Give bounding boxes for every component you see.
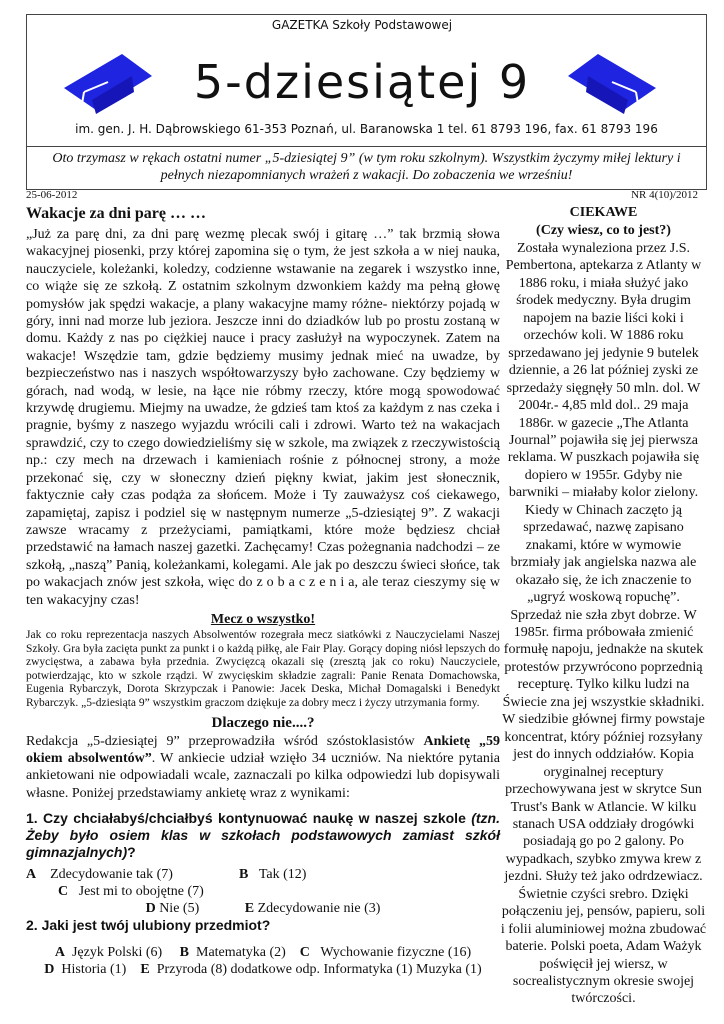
answer-letter: D — [145, 901, 156, 917]
answer-text: Język Polski (6) — [71, 945, 163, 961]
sidebar-ciekawe — [500, 204, 707, 1008]
answer-letter: B — [179, 945, 189, 961]
article-title-mecz: Mecz o wszystko! — [210, 611, 316, 627]
answer-text: Tak (12) — [258, 867, 307, 883]
answer-text: Zdecydowanie nie (3) — [257, 901, 381, 917]
answer-letter: E — [140, 962, 150, 978]
intro-note: Oto trzymasz w rękach ostatni numer „5-dziesiątej 9” (w tym roku szkolnym). Wszystkim życzymy miłej lektury i pełnych niezapomnianych wrażeń z wakacji. Do zobaczenia we wrześniu! — [26, 146, 707, 190]
article-title-wakacje: Wakacje za dni parę … … — [26, 205, 206, 222]
answer-text: Nie (5) — [159, 901, 200, 917]
answer-letter: E — [244, 901, 255, 917]
question-1-mark: ? — [127, 844, 136, 861]
masthead-title: 5-dziesiątej 9 — [193, 55, 531, 109]
article-body-mecz: Jak co roku reprezentacja naszych Absolwentów rozegrała mecz siatkówki z Nauczycielami Naszej Szkoły. Gra była zacięta punkt za punkt i o każdą piłkę, ale Fair Play. Gorący doping niósł lepszych do zwycięstwa, a zabawa była przednia. Zwycięzcą okazali się (zresztą jak co roku) Nauczyciele, potwierdzając, kto w szkole rządzi. W zwycięskim składzie zagrali: Panie Renata Domachowska, Eugenia Rybarczyk, Dorota Skrzypczak i Panowie: Jacek Deska, Michał Domagalski i Benedykt Rybarczyk. „5-dziesiąta 9” wszystkim graczom dziękuje za dobry mecz i życzy utrzymania formy. — [26, 628, 500, 709]
question-2-answers-row-1 — [26, 944, 500, 961]
answer-option — [181, 866, 339, 883]
answer-text: Historia (1) — [61, 962, 127, 978]
answer-text: Wychowanie fizyczne (16) — [320, 945, 472, 961]
answer-text: Zdecydowanie tak (7) — [50, 867, 173, 883]
answer-letter: D — [44, 962, 55, 978]
issue-date: 25-06-2012 — [26, 189, 78, 201]
question-2: 2. Jaki jest twój ulubiony przedmiot? — [26, 917, 271, 934]
answer-option — [55, 945, 162, 960]
answer-option — [44, 962, 126, 977]
question-1-answers-row-1 — [26, 866, 500, 900]
answer-option — [26, 866, 181, 883]
school-address: im. gen. J. H. Dąbrowskiego 61-353 Poznań, ul. Baranowska 1 tel. 61 8793 196, fax. 61 8793 196 — [75, 122, 658, 136]
survey-intro — [26, 733, 500, 803]
question-1 — [26, 810, 500, 861]
answer-text: Jest mi to obojętne (7) — [78, 884, 204, 900]
article-title-dlaczego: Dlaczego nie....? — [211, 714, 315, 731]
survey-intro-text: Redakcja „5-dziesiątej 9” przeprowadziła wśród szóstoklasistów — [26, 733, 424, 749]
main-column — [26, 204, 500, 978]
answer-option — [245, 901, 381, 916]
question-1-answers-row-2 — [26, 900, 500, 917]
answer-letter: A — [26, 867, 37, 883]
answer-option — [140, 962, 481, 977]
answer-letter: C — [299, 945, 310, 961]
answer-letter: C — [58, 884, 69, 900]
answer-letter: B — [239, 867, 249, 883]
issue-number: NR 4(10)/2012 — [631, 189, 698, 201]
survey-name: Ankietę „59 okiem absolwentów” — [26, 733, 500, 766]
question-2-answers-row-2 — [26, 961, 500, 978]
question-1-note: (tzn. Żeby było osiem klas w szkołach podstawowych zamiast szkół gimnazjalnych) — [26, 810, 500, 861]
answer-option — [300, 945, 471, 960]
sidebar-subtitle: (Czy wiesz, co to jest?) — [536, 223, 671, 238]
sidebar-body: Została wynaleziona przez J.S. Pembertona, aptekarza z Atlanty w 1886 roku, i miała służyć jako środek medyczny. Była drugim napojem na bazie liści koki i orzechów koli. W 1886 roku sprzedawano jej jedynie 9 butelek dziennie, a 26 lat później zyski ze sprzedaży sięgnęły 50 mln. dol. W 2004r.- 4,85 mld dol.. 29 maja 1886r. w gazecie „The Atlanta Journal” pojawiła się jej pierwsza reklama. W puszkach pojawiła się dopiero w 1955r. Gdyby nie barwniki – miałaby kolor zielony. Kiedy w Chinach zaczęto ją sprzedawać, nazwę zapisano znakami, które w wymowie brzmiały jak angielska nazwa ale okazało się, że ich znaczenie to „ugryź woskową ropuchę”. Sprzedaż nie szła zbyt dobrze. W 1985r. firma próbowała zmienić formułę napoju, jednakże na skutek protestów przywrócono poprzednią recepturę. Tylko kilku ludzi na Świecie zna jej wszystkie składniki. W siedzibie głównej firmy powstaje koncentrat, który później rozsyłany jest do innych oddziałów. Kopia oryginalnej receptury przechowywana jest w skrytce Sun Trust's Bank w Atlancie. W kilku stanach USA oddziały drogówki posiadają go po 2 galony. Po wypadkach, szybko zmywa krew z jezdni. Służy też jako odrdzewiacz. Świetnie czyści srebro. Dzięki połączeniu jej, pensów, papieru, soli i folii aluminiowej można zbudować baterie. Polski poeta, Adam Ważyk poświęcił jej wiersz, w socrealistycznym okresie swojej twórczości. — [500, 241, 707, 1007]
answer-text: Matematyka (2) — [196, 945, 286, 961]
answer-letter: A — [54, 945, 65, 961]
sidebar-title: CIEKAWE — [569, 205, 638, 220]
masthead-kicker: GAZETKA Szkoły Podstawowej — [271, 18, 453, 32]
question-1-text: 1. Czy chciałabyś/chciałbyś kontynuować naukę w naszej szkole — [26, 810, 472, 827]
answer-option — [180, 945, 286, 960]
survey-intro-text-2: . W ankiecie udział wzięło 34 uczniów. Na niektóre pytania ankietowani nie odpowiadali wcale, zaznaczali po kilka odpowiedzi lub dopisywali własne. Poniżej przedstawiamy ankietę wraz z wynikami: — [26, 750, 500, 801]
article-body-wakacje: „Już za parę dni, za dni parę wezmę plecak swój i gitarę …” tak brzmią słowa wakacyjnej piosenki, przy której zapomina się o tym, że jest szkoła a w niej nauka, nauczyciele, koleżanki, koledzy, codzienne wstawanie na zegarek i wszystko inne, co wiąże się ze szkołą. Z ostatnim szkolnym dzwonkiem każdy ma pełną głowę pomysłów jak spędzi wakacje, a plany wakacyjne mamy różne- niektórzy pojadą w góry, inni nad morze lub jeziora. Jeszcze inni do dziadków lub po prostu zostaną w domu. Każdy z nas po ciężkiej nauce i pracy zasłużył na wypoczynek. Zatem na wakacje! Wszędzie tam, gdzie będziemy musimy jednak mieć na uwadze, by bezpieczeństwo nas i naszych współtowarzyszy było zachowane. Czy będziemy w górach, nad wodą, w lesie, na łące nie róbmy rzeczy, które mogą spowodować krzywdę drugiemu. Miejmy na uwadze, że gdzieś tam ktoś za każdym z nas czeka i pragnie, byśmy z naszego wyjazdu wrócili cali i zdrowi. Warto też na wakacjach sprawdzić, czy to czego dowiedzieliśmy się w szkole, ma związek z rzeczywistością np.: czy mech na drzewach i kamieniach rośnie z północnej strony, a może przekonać się, czy w słoneczny dzień piękny kwiat, jakim jest słonecznik, faktycznie cały czas podąża za słońcem. Może i Ty zauważysz coś ciekawego, zapamiętaj, zapisz i podziel się w następnym numerze „5-dziesiątej 9”. Z wakacji zawsze wracamy z przeżyciami, pamiątkami, które może będziesz chciał przedstawić na łamach naszej gazetki. Zachęcamy! Czas pożegnania nadchodzi – ze szkołą, „naszą” Panią, koleżankami, kolegami. Ale jak po deszczu świeci słońce, tak po wakacjach znów jest szkoła, więc do z o b a c z e n i a, ale teraz cieszymy się w ten wakacyjny czas! — [26, 227, 500, 608]
answer-option — [146, 901, 200, 916]
answer-option — [26, 883, 204, 900]
answer-text: Przyroda (8) dodatkowe odp. Informatyka (1) Muzyka (1) — [156, 962, 482, 978]
